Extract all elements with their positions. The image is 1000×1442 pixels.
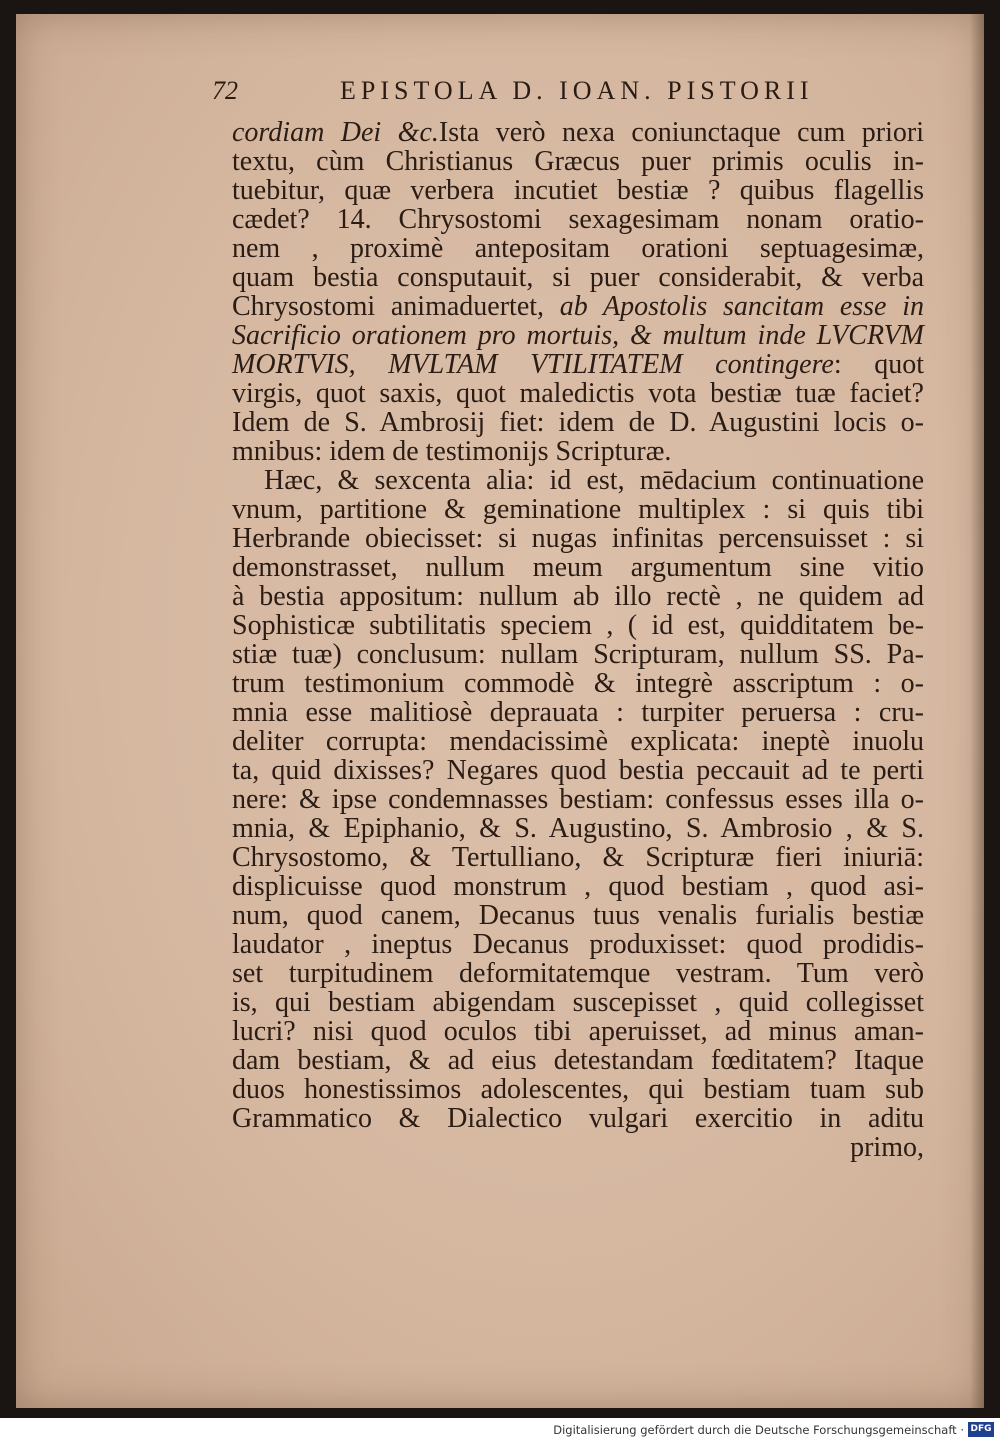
text-line bbox=[232, 785, 924, 814]
italic-text: Sacrificio orationem pro mortuis, & multum inde LVCRVM bbox=[232, 320, 924, 351]
text-line bbox=[232, 1046, 924, 1075]
text-line bbox=[232, 234, 924, 263]
text-segment: laudator , ineptus Decanus produxisset: quod prodidis- bbox=[232, 929, 924, 960]
text-segment: Sophisticæ subtilitatis speciem , ( id est, quidditatem be- bbox=[232, 610, 924, 641]
text-line bbox=[232, 611, 924, 640]
text-segment: vnum, partitione & geminatione multiplex : si quis tibi bbox=[232, 494, 924, 525]
text-segment: tuebitur, quæ verbera incutiet bestiæ ? quibus flagellis bbox=[232, 175, 924, 206]
text-segment: deliter corrupta: mendacissimè explicata: ineptè inuolu bbox=[232, 726, 924, 757]
text-line bbox=[232, 930, 924, 959]
body-text bbox=[232, 118, 924, 1162]
text-line bbox=[232, 437, 924, 466]
page-edge-shadow bbox=[970, 14, 984, 1408]
text-line bbox=[232, 640, 924, 669]
funding-credit: Digitalisierung gefördert durch die Deutsche Forschungsgemeinschaft · bbox=[553, 1423, 964, 1437]
footer-bar bbox=[0, 1418, 1000, 1442]
text-line bbox=[232, 1075, 924, 1104]
text-line bbox=[232, 1104, 924, 1133]
text-line bbox=[232, 582, 924, 611]
text-segment: nere: & ipse condemnasses bestiam: confessus esses illa o- bbox=[232, 784, 924, 815]
text-segment: displicuisse quod monstrum , quod bestiam , quod asi- bbox=[232, 871, 924, 902]
text-segment: à bestia appositum: nullum ab illo rectè , ne quidem ad bbox=[232, 581, 924, 612]
text-segment: nem , proximè antepositam orationi septuagesimæ, bbox=[232, 233, 924, 264]
text-line bbox=[232, 263, 924, 292]
text-segment: : quot bbox=[833, 349, 924, 380]
text-segment: Ista verò nexa coniunctaque cum priori bbox=[438, 117, 925, 148]
text-line bbox=[232, 901, 924, 930]
text-line bbox=[232, 147, 924, 176]
text-line bbox=[232, 176, 924, 205]
catchword: primo, bbox=[850, 1132, 924, 1163]
text-segment: lucri? nisi quod oculos tibi aperuisset, ad minus aman- bbox=[232, 1016, 924, 1047]
text-segment: trum testimonium commodè & integrè asscriptum : o- bbox=[232, 668, 924, 699]
text-segment: cædet? 14. Chrysostomi sexagesimam nonam oratio- bbox=[232, 204, 924, 235]
text-segment: mnia, & Epiphanio, & S. Augustino, S. Ambrosio , & S. bbox=[232, 813, 924, 844]
text-line bbox=[232, 118, 924, 147]
text-segment: mnia esse malitiosè deprauata : turpiter peruersa : cru- bbox=[232, 697, 924, 728]
page-number: 72 bbox=[212, 76, 238, 105]
text-segment: dam bestiam, & ad eius detestandam fœditatem? Itaque bbox=[232, 1045, 924, 1076]
text-line bbox=[232, 727, 924, 756]
text-line bbox=[232, 988, 924, 1017]
text-line bbox=[232, 756, 924, 785]
text-line bbox=[232, 959, 924, 988]
text-segment: Chrysostomo, & Tertulliano, & Scripturæ fieri iniuriā: bbox=[232, 842, 924, 873]
text-segment: Hæc, & sexcenta alia: id est, mēdacium continuatione bbox=[264, 465, 924, 496]
text-line bbox=[232, 524, 924, 553]
text-segment: Grammatico & Dialectico vulgari exercitio in aditu bbox=[232, 1103, 924, 1134]
text-line bbox=[232, 466, 924, 495]
text-segment: Herbrande obiecisset: si nugas infinitas percensuisset : si bbox=[232, 523, 924, 554]
text-segment: Chrysostomi animaduertet, bbox=[232, 291, 560, 322]
text-line bbox=[232, 205, 924, 234]
text-segment: is, qui bestiam abigendam suscepisset , quid collegisset bbox=[232, 987, 924, 1018]
text-segment: mnibus: idem de testimonijs Scripturæ. bbox=[232, 436, 672, 467]
text-segment: num, quod canem, Decanus tuus venalis furialis bestiæ bbox=[232, 900, 924, 931]
text-segment: Idem de S. Ambrosij fiet: idem de D. Augustini locis o- bbox=[232, 407, 924, 438]
dfg-logo: DFG bbox=[968, 1422, 994, 1437]
text-line bbox=[232, 408, 924, 437]
text-line bbox=[232, 698, 924, 727]
text-segment: set turpitudinem deformitatemque vestram. Tum verò bbox=[232, 958, 924, 989]
text-line bbox=[232, 669, 924, 698]
text-line bbox=[232, 350, 924, 379]
text-line bbox=[232, 379, 924, 408]
text-line bbox=[232, 292, 924, 321]
text-segment: quam bestia consputauit, si puer considerabit, & verba bbox=[232, 262, 924, 293]
italic-text: MORTVIS, MVLTAM VTILITATEM contingere bbox=[232, 349, 834, 380]
italic-text: cordiam Dei &c. bbox=[232, 117, 439, 148]
text-line bbox=[232, 872, 924, 901]
text-line bbox=[232, 1017, 924, 1046]
text-line bbox=[232, 321, 924, 350]
text-segment: demonstrasset, nullum meum argumentum sine vitio bbox=[232, 552, 924, 583]
text-segment: duos honestissimos adolescentes, qui bestiam tuam sub bbox=[232, 1074, 924, 1105]
page-header bbox=[212, 72, 832, 112]
text-segment: textu, cùm Christianus Græcus puer primis oculis in- bbox=[232, 146, 924, 177]
text-segment: stiæ tuæ) conclusum: nullam Scripturam, nullum SS. Pa- bbox=[232, 639, 924, 670]
text-line bbox=[232, 843, 924, 872]
text-segment: virgis, quot saxis, quot maledictis vota bestiæ tuæ faciet? bbox=[232, 378, 924, 409]
italic-text: ab Apostolis sancitam esse in bbox=[559, 291, 924, 322]
text-line bbox=[232, 495, 924, 524]
text-segment: ta, quid dixisses? Negares quod bestia peccauit ad te perti bbox=[232, 755, 924, 786]
text-line bbox=[232, 553, 924, 582]
running-head: EPISTOLA D. IOAN. PISTORII bbox=[340, 76, 814, 105]
text-line bbox=[232, 814, 924, 843]
